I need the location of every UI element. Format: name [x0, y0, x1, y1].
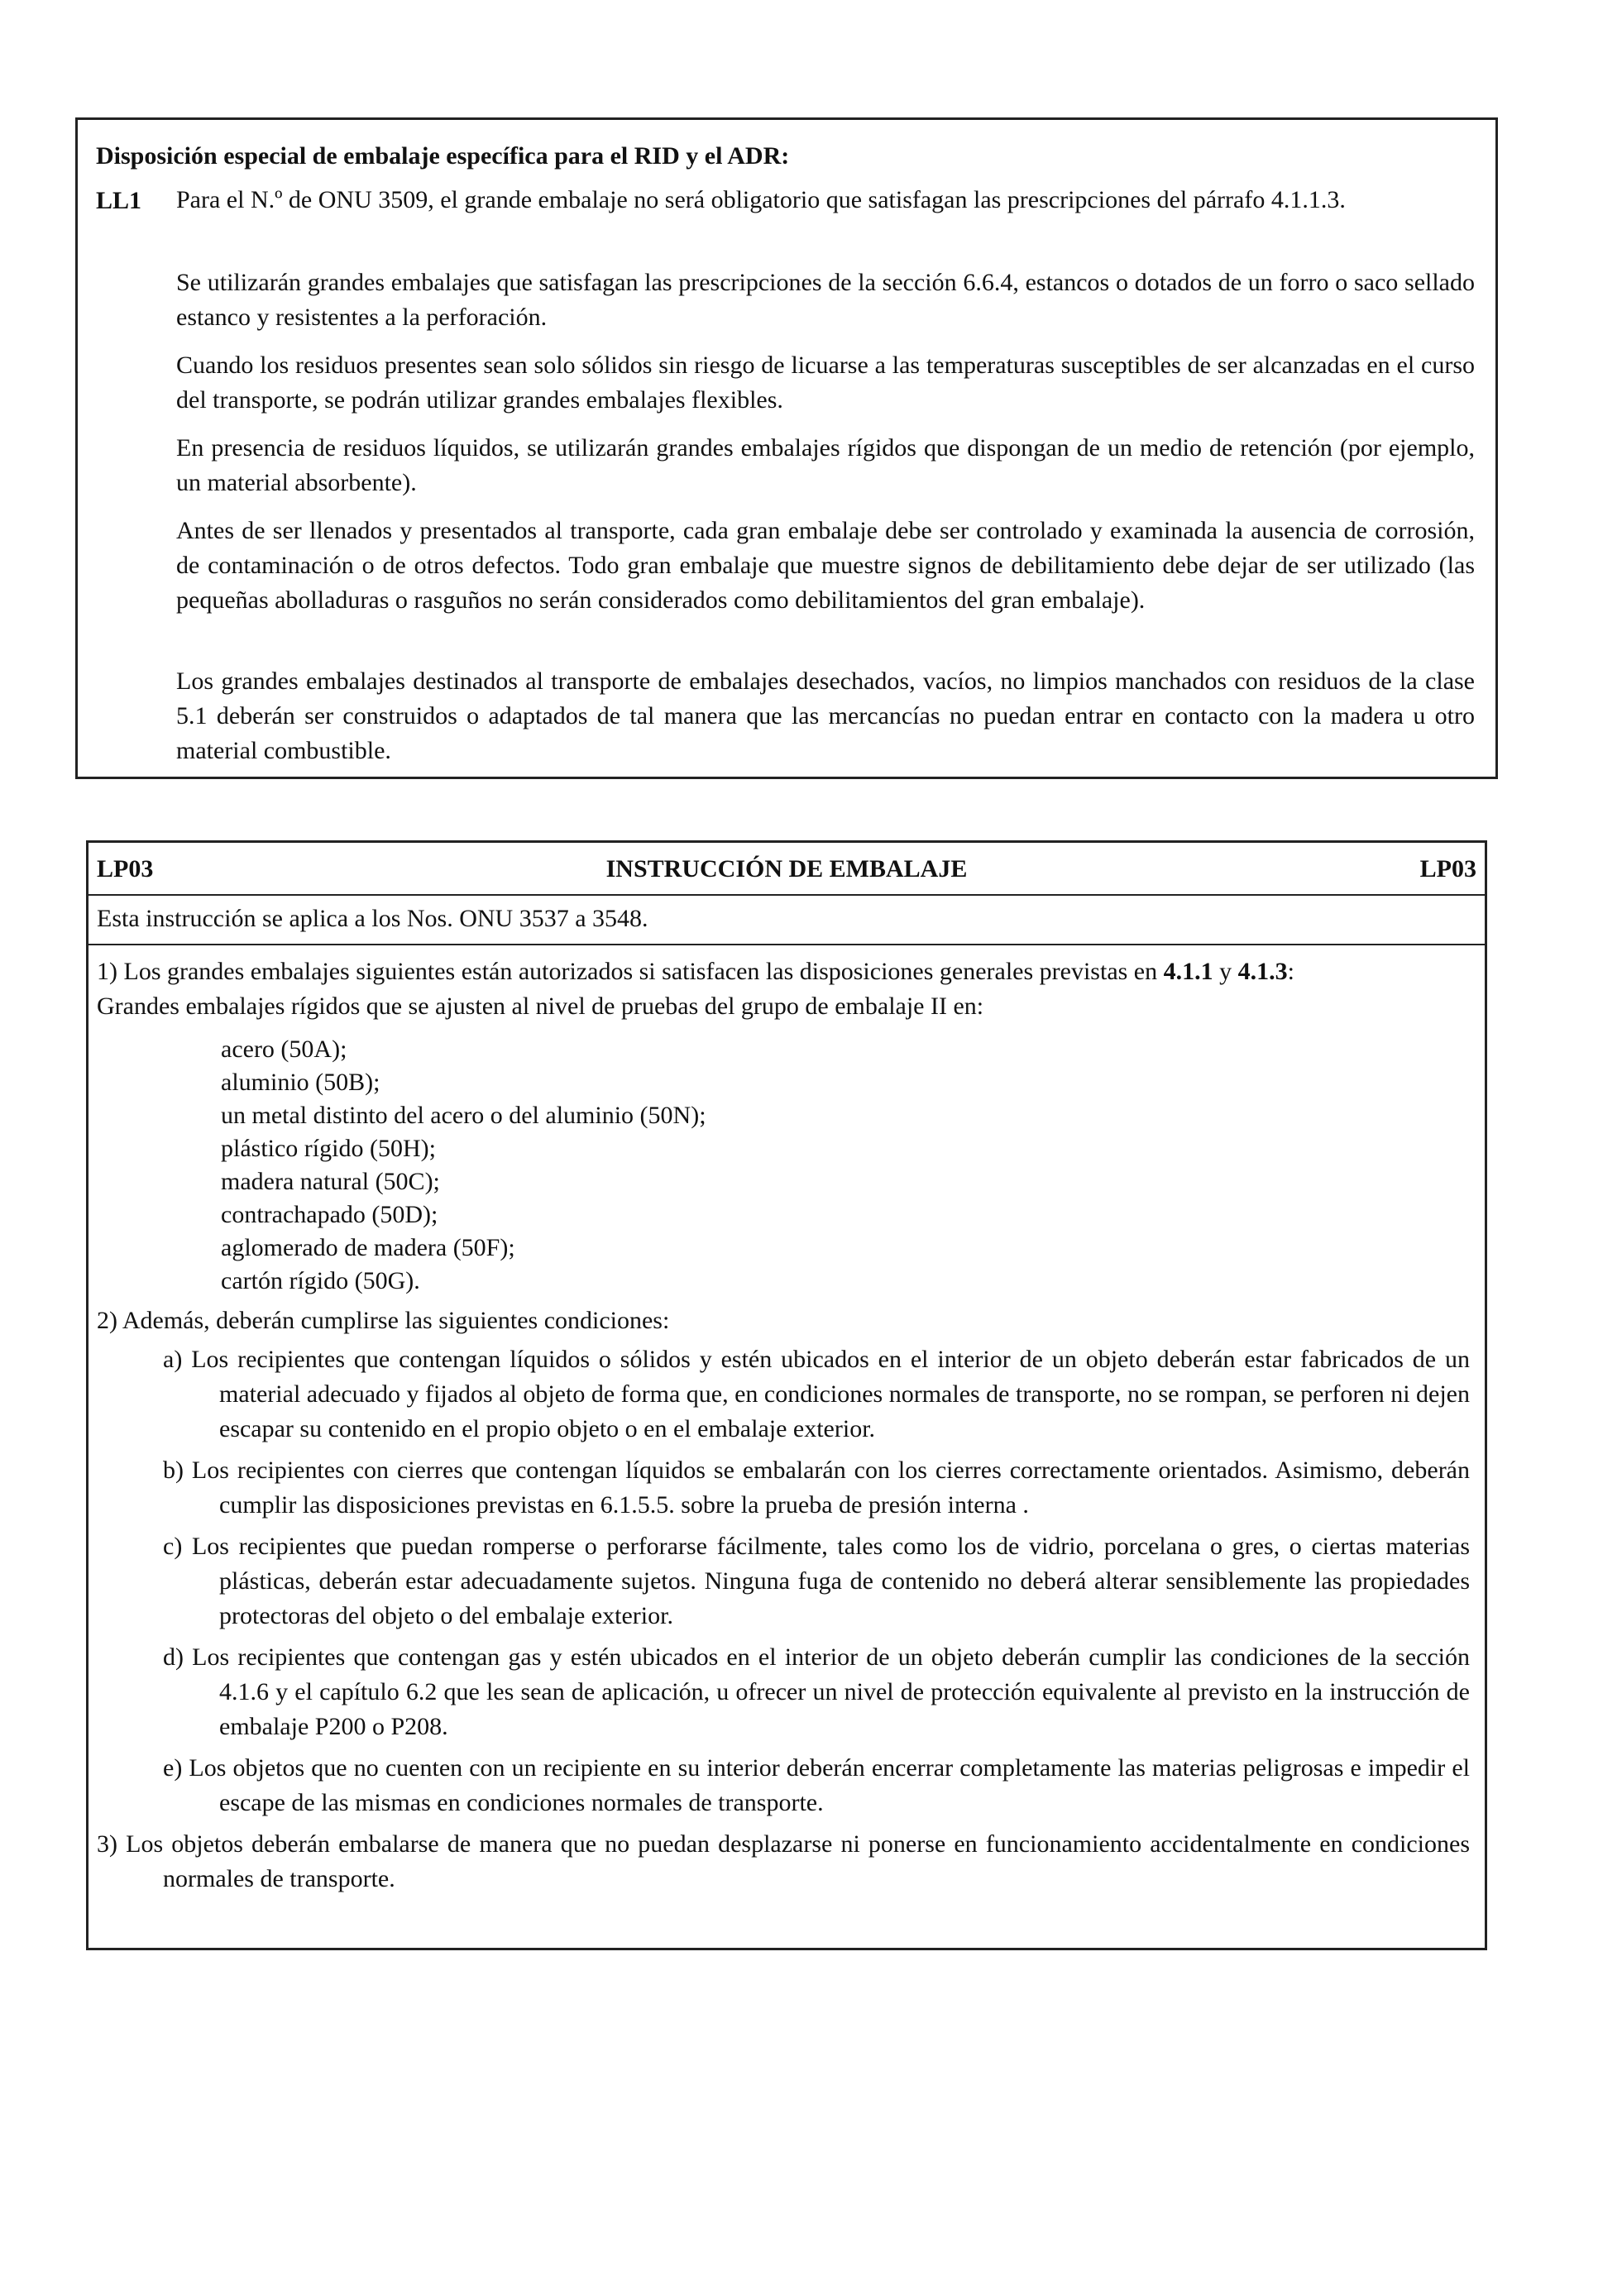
item-1-ref-1: 4.1.1	[1163, 958, 1213, 985]
item-1-text: 1) Los grandes embalajes siguientes están autorizados si satisfacen las disposiciones generales previstas en	[97, 958, 1158, 985]
condition-c: c) Los recipientes que puedan romperse o perforarse fácilmente, tales como los de vidrio, porcelana o gres, o ciertas materias plásticas, deberán estar adecuadamente sujetos. Ninguna fuga de contenido no deberá alterar sensiblemente las propiedades protectoras del objeto o del embalaje exterior.	[163, 1533, 1470, 1629]
packing-instruction-box	[86, 840, 1487, 1950]
provision-code: LL1	[96, 187, 142, 214]
material-item: contrachapado (50D);	[221, 1201, 438, 1228]
item-1	[97, 955, 1294, 988]
condition-e: e) Los objetos que no cuenten con un recipiente en su interior deberán encerrar completamente las materias peligrosas e impedir el escape de las mismas en condiciones normales de transporte.	[163, 1754, 1470, 1816]
item-1-and: y	[1213, 958, 1238, 985]
provision-paragraph-6: Los grandes embalajes destinados al transporte de embalajes desechados, vacíos, no limpios manchados con residuos de la clase 5.1 deberán ser construidos o adaptados de tal manera que las mercancías no puedan entrar en contacto con la madera u otro material combustible.	[176, 667, 1475, 764]
material-item: un metal distinto del acero o del aluminio (50N);	[221, 1102, 706, 1129]
provision-paragraph-2: Se utilizarán grandes embalajes que satisfagan las prescripciones de la sección 6.6.4, estancos o dotados de un forro o saco sellado estanco y resistentes a la perforación.	[176, 269, 1475, 331]
item-3: 3) Los objetos deberán embalarse de manera que no puedan desplazarse ni ponerse en funcionamiento accidentalmente en condiciones normales de transporte.	[97, 1830, 1470, 1892]
scope-divider	[89, 944, 1485, 945]
material-item: aluminio (50B);	[221, 1069, 380, 1096]
material-item: aglomerado de madera (50F);	[221, 1234, 515, 1261]
instruction-scope: Esta instrucción se aplica a los Nos. ONU 3537 a 3548.	[97, 905, 648, 932]
material-item: madera natural (50C);	[221, 1168, 440, 1195]
rigid-intro: Grandes embalajes rígidos que se ajusten al nivel de pruebas del grupo de embalaje II en:	[97, 993, 984, 1020]
special-provision-box	[75, 117, 1498, 779]
material-item: plástico rígido (50H);	[221, 1135, 436, 1162]
special-provision-heading: Disposición especial de embalaje específica para el RID y el ADR:	[96, 142, 790, 170]
item-2: 2) Además, deberán cumplirse las siguientes condiciones:	[97, 1307, 670, 1334]
instruction-code-right: LP03	[1419, 855, 1476, 883]
material-item: cartón rígido (50G).	[221, 1267, 420, 1294]
provision-paragraph-5: Antes de ser llenados y presentados al transporte, cada gran embalaje debe ser controlado y examinada la ausencia de corrosión, de contaminación o de otros defectos. Todo gran embalaje que muestre signos de debilitamiento debe dejar de ser utilizado (las pequeñas abolladuras o rasguños no serán considerados como debilitamientos del gran embalaje).	[176, 517, 1475, 614]
condition-d: d) Los recipientes que contengan gas y estén ubicados en el interior de un objeto deberán cumplir las condiciones de la sección 4.1.6 y el capítulo 6.2 que les sean de aplicación, u ofrecer un nivel de protección equivalente al previsto en la instrucción de embalaje P200 o P208.	[163, 1643, 1470, 1740]
material-item: acero (50A);	[221, 1036, 347, 1063]
condition-b: b) Los recipientes con cierres que contengan líquidos se embalarán con los cierres correctamente orientados. Asimismo, deberán cumplir las disposiciones previstas en 6.1.5.5. sobre la prueba de presión interna .	[163, 1457, 1470, 1519]
provision-paragraph-3: Cuando los residuos presentes sean solo sólidos sin riesgo de licuarse a las temperaturas susceptibles de ser alcanzadas en el curso del transporte, se podrán utilizar grandes embalajes flexibles.	[176, 352, 1475, 414]
condition-a: a) Los recipientes que contengan líquidos o sólidos y estén ubicados en el interior de un objeto deberán estar fabricados de un material adecuado y fijados al objeto de forma que, en condiciones normales de transporte, no se rompan, se perforen ni dejen escapar su contenido en el propio objeto o en el embalaje exterior.	[163, 1346, 1470, 1442]
provision-paragraph-1: Para el N.º de ONU 3509, el grande embalaje no será obligatorio que satisfagan las prescripciones del párrafo 4.1.1.3.	[176, 186, 1346, 213]
item-1-ref-2: 4.1.3	[1237, 958, 1288, 985]
instruction-title: INSTRUCCIÓN DE EMBALAJE	[605, 855, 968, 883]
instruction-code-left: LP03	[97, 855, 154, 883]
header-divider	[89, 894, 1485, 896]
item-1-end: :	[1287, 958, 1294, 985]
provision-paragraph-4: En presencia de residuos líquidos, se utilizarán grandes embalajes rígidos que dispongan de un medio de retención (por ejemplo, un material absorbente).	[176, 434, 1475, 496]
